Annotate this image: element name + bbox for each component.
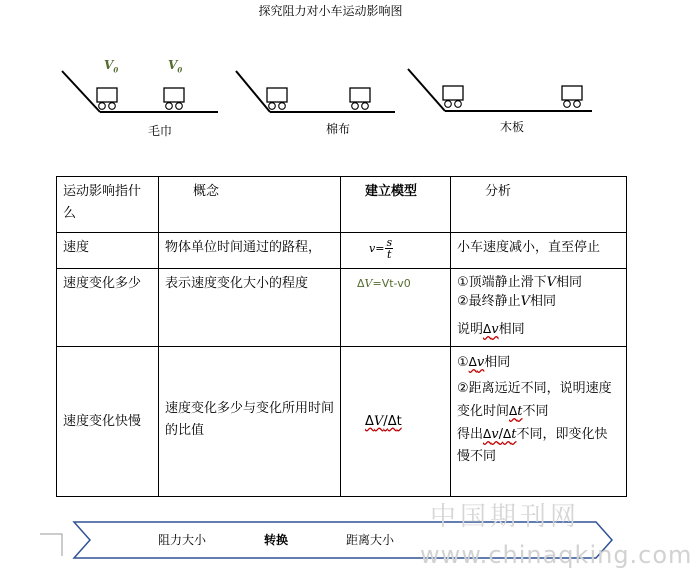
cart-towel-end — [164, 88, 184, 109]
row-rate-name: 速度变化快慢 — [57, 347, 159, 497]
arrow-label-resistance: 阻力大小 — [158, 533, 207, 547]
row-change-analysis-3: 说明Δv相同 — [457, 322, 525, 337]
incline-towel — [62, 71, 100, 112]
arrow-label-distance: 距离大小 — [346, 533, 395, 547]
row-speed-analysis: 小车速度减小，直至停止 — [451, 233, 627, 269]
surface-label-towel: 毛巾 — [148, 124, 173, 138]
incline-cotton — [236, 71, 270, 112]
cart-cotton-start — [267, 88, 287, 109]
cart-wood-end — [562, 86, 582, 107]
row-speed-name: 速度 — [57, 233, 159, 269]
header-analysis: 分析 — [451, 177, 627, 233]
row-change-concept: 表示速度变化大小的程度 — [159, 269, 341, 347]
velocity-label-start: $V_0$ — [104, 58, 119, 75]
header-concept: 概念 — [159, 177, 341, 233]
row-rate-analysis — [451, 347, 627, 497]
experiment-illustration — [0, 0, 661, 140]
row-change-model: ΔV=Vt-v0 — [341, 269, 451, 347]
row-rate-analysis-2: ②距离远近不同，说明速度变化时间Δt不同 — [457, 381, 612, 419]
watermark-url: www.chinaqking.com — [420, 541, 692, 569]
row-rate-analysis-1: ①Δv相同 — [457, 355, 511, 370]
table-row-rate — [57, 347, 627, 497]
row-change-analysis-2: ②最终静止V相同 — [457, 294, 557, 309]
velocity-label-end: $V_0$ — [168, 58, 183, 75]
corner-mark-left — [40, 534, 62, 556]
surface-label-cotton: 棉布 — [326, 122, 351, 136]
header-model: 建立模型 — [341, 177, 451, 233]
row-rate-concept: 速度变化多少与变化所用时间的比值 — [159, 347, 341, 497]
diagram-title: 探究阻力对小车运动影响图 — [258, 4, 403, 18]
cart-towel-start — [97, 88, 117, 109]
table-header-row — [57, 177, 627, 233]
row-change-name: 速度变化多少 — [57, 269, 159, 347]
cart-cotton-end — [350, 88, 370, 109]
table-row-speed — [57, 233, 627, 269]
header-effect: 运动影响指什么 — [57, 177, 159, 233]
arrow-label-conversion: 转换 — [264, 533, 289, 547]
row-rate-analysis-3: 得出Δv/Δt不同，即变化快慢不同 — [457, 427, 608, 464]
watermark-cn: 中国期刊网 — [430, 502, 581, 532]
incline-wood — [408, 69, 445, 111]
analysis-table — [56, 176, 627, 497]
row-change-analysis-1: ①顶端静止滑下V相同 — [457, 275, 583, 290]
wood-setup — [408, 69, 592, 111]
row-speed-model: v= $\frac{s}{t}$ — [341, 233, 451, 269]
towel-setup — [62, 71, 218, 112]
row-change-analysis — [451, 269, 627, 347]
row-rate-model: ΔV/Δt — [341, 347, 451, 497]
cart-wood-start — [443, 86, 463, 107]
cotton-setup — [236, 71, 395, 112]
table-row-change — [57, 269, 627, 347]
row-speed-concept: 物体单位时间通过的路程， — [159, 233, 341, 269]
surface-label-wood: 木板 — [500, 120, 525, 134]
